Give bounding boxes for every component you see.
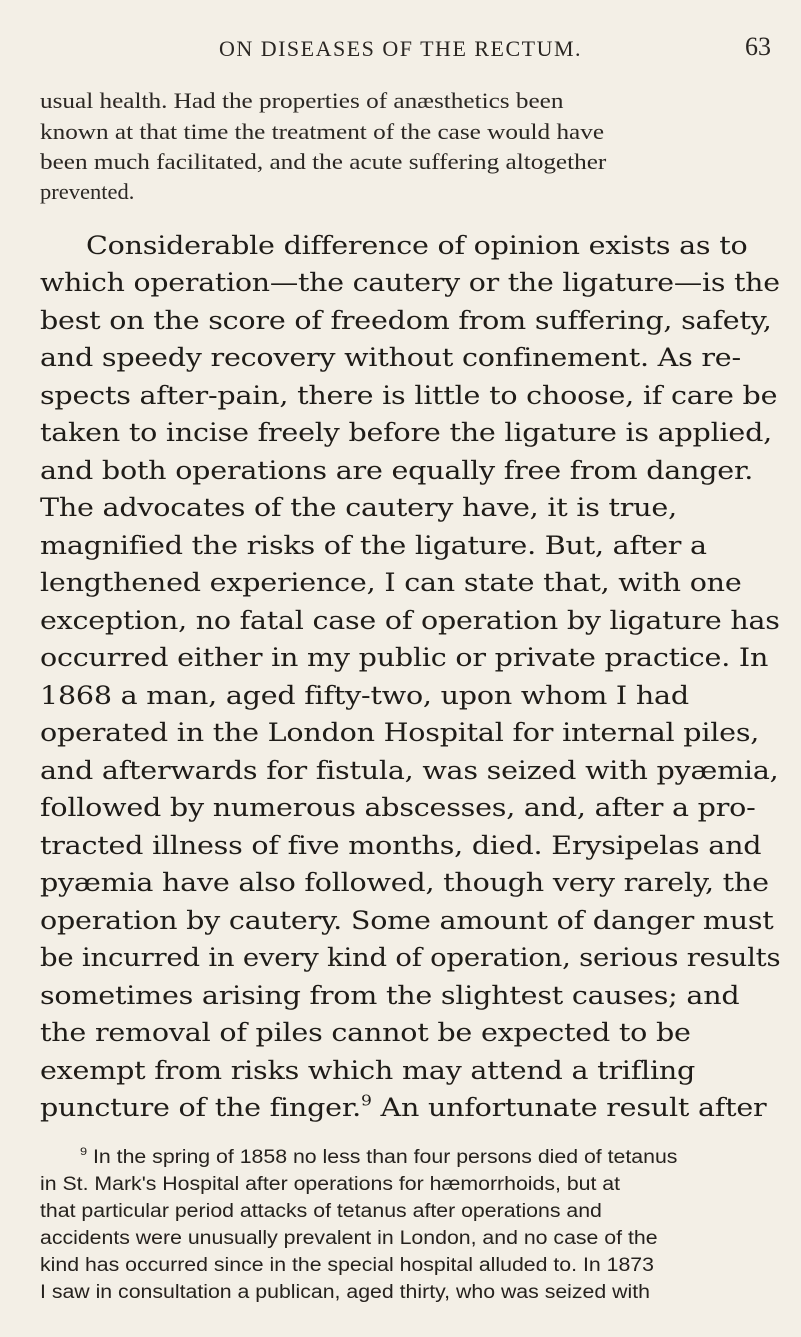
- footnote-marker: 9: [80, 1146, 88, 1159]
- text-line: [40, 1093, 766, 1123]
- text-line: and afterwards for fistula, was seized with pyæmia,: [40, 756, 779, 786]
- text-line: which operation—the cautery or the ligature—is the: [40, 268, 780, 298]
- text-line: The advocates of the cautery have, it is true,: [40, 493, 677, 523]
- text-line: the removal of piles cannot be expected to be: [40, 1018, 691, 1048]
- text-line: been much facilitated, and the acute suffering altogether: [40, 149, 607, 174]
- text-line: Considerable difference of opinion exists as to: [86, 231, 748, 261]
- text-line: best on the score of freedom from suffering, safety,: [40, 306, 772, 336]
- running-head: ON DISEASES OF THE RECTUM.: [218, 36, 583, 61]
- page-number: 63: [745, 32, 771, 61]
- text-line: prevented.: [40, 179, 135, 204]
- text-line: and speedy recovery without confinement. As re-: [40, 343, 741, 373]
- text-line: be incurred in every kind of operation, serious results: [40, 943, 781, 973]
- footnote-reference: 9: [361, 1091, 372, 1110]
- footnote-line: accidents were unusually prevalent in London, and no case of the: [40, 1228, 658, 1249]
- text-line: magnified the risks of the ligature. But, after a: [40, 531, 707, 561]
- text-line: usual health. Had the properties of anæsthetics been: [40, 88, 564, 113]
- text-segment: puncture of the finger.: [40, 1093, 362, 1123]
- text-line: 1868 a man, aged fifty-two, upon whom I had: [40, 681, 689, 711]
- text-line: operation by cautery. Some amount of danger must: [40, 906, 774, 936]
- text-line: operated in the London Hospital for internal piles,: [40, 718, 760, 748]
- text-segment: An unfortunate result after: [380, 1093, 767, 1123]
- text-line: exception, no fatal case of operation by ligature has: [40, 606, 780, 636]
- text-line: tracted illness of five months, died. Erysipelas and: [40, 831, 762, 861]
- text-line: spects after-pain, there is little to choose, if care be: [40, 381, 778, 411]
- footnote-line: [80, 1147, 677, 1169]
- footnote-line: I saw in consultation a publican, aged thirty, who was seized with: [40, 1282, 650, 1303]
- text-line: known at that time the treatment of the case would have: [40, 119, 605, 144]
- footnote-text: In the spring of 1858 no less than four persons died of tetanus: [93, 1147, 678, 1168]
- text-line: pyæmia have also followed, though very rarely, the: [40, 868, 769, 898]
- text-line: and both operations are equally free from danger.: [40, 456, 754, 486]
- text-line: exempt from risks which may attend a trifling: [40, 1056, 696, 1086]
- footnote-line: kind has occurred since in the special hospital alluded to. In 1873: [40, 1255, 654, 1276]
- text-line: sometimes arising from the slightest causes; and: [40, 981, 740, 1011]
- footnote-line: in St. Mark's Hospital after operations for hæmorrhoids, but at: [40, 1174, 621, 1195]
- text-line: taken to incise freely before the ligature is applied,: [40, 418, 773, 448]
- text-line: lengthened experience, I can state that, with one: [40, 568, 742, 598]
- footnote-line: that particular period attacks of tetanus after operations and: [40, 1201, 602, 1222]
- text-line: followed by numerous abscesses, and, after a pro-: [40, 793, 756, 823]
- text-line: occurred either in my public or private practice. In: [40, 643, 769, 673]
